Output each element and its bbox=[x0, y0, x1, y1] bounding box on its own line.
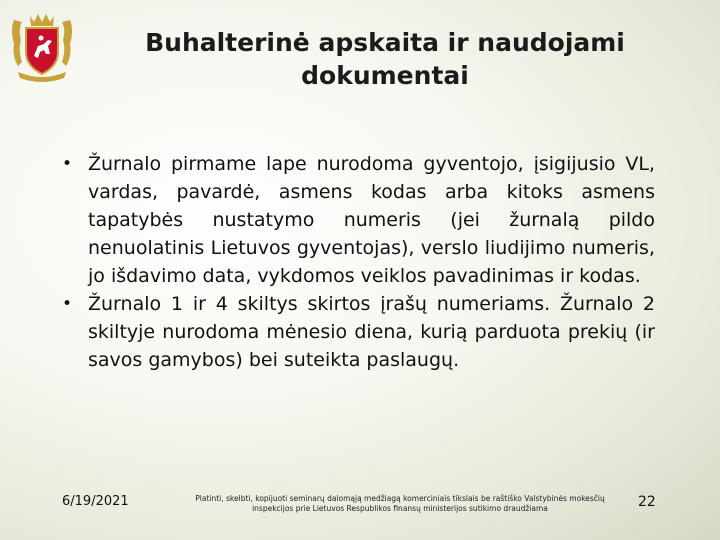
slide-title-line-1: Buhalterinė apskaita ir naudojami bbox=[145, 28, 625, 57]
bullet-dot-icon: • bbox=[62, 294, 73, 314]
footer-disclaimer: Platinti, skelbti, kopijuoti seminarų dalomąją medžiagą komerciniais tikslais be raštiško Valstybinės mokesčių inspekcijos prie Lietuvos Respublikos finansų ministerijos sutikimo draudžiama bbox=[195, 494, 605, 513]
bullet-list bbox=[60, 150, 655, 374]
coat-of-arms-icon bbox=[8, 10, 76, 82]
slide-title-line-2: dokumentai bbox=[301, 61, 469, 90]
bullet-text: Žurnalo 1 ir 4 skiltys skirtos įrašų numeriams. Žurnalo 2 skiltyje nurodoma mėnesio diena, kurią parduota prekių (ir savos gamybos) bei suteikta paslaugų. bbox=[88, 293, 655, 371]
bullet-item bbox=[60, 150, 655, 290]
footer-date: 6/19/2021 bbox=[62, 494, 129, 509]
page-number: 22 bbox=[638, 494, 656, 510]
bullet-dot-icon: • bbox=[62, 154, 73, 174]
slide-title bbox=[95, 26, 675, 92]
bullet-item bbox=[60, 290, 655, 374]
bullet-text: Žurnalo pirmame lape nurodoma gyventojo, įsigijusio VL, vardas, pavardė, asmens kodas arba kitoks asmens tapatybės nustatymo numeris (jei žurnalą pildo nenuolatinis Lietuvos gyventojas), verslo liudijimo numeris, jo išdavimo data, vykdomos veiklos pavadinimas ir kodas. bbox=[88, 153, 655, 287]
